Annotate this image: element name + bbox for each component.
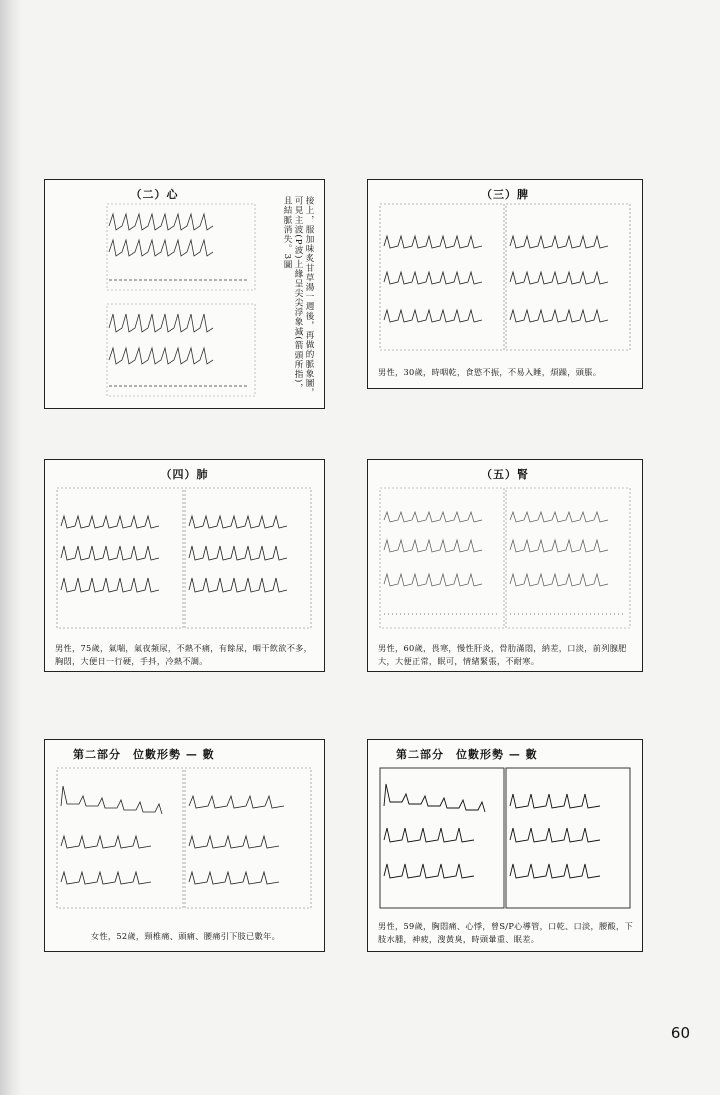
panel-title: 第二部分 位數形勢 — 數 [73,748,215,761]
panel-caption: 男性，30歲，時咽乾，食慾不振，不易入睡，煩躁，頭脹。 [378,367,602,377]
page-gutter-shadow [0,0,22,1095]
panel-side-note: 接上，服加味炙甘草湯一週後，再做的脈象圖，可見主波(P波)上緣呈尖尖浮象減(箭頭所指)，且結脈消失。3圖 [282,196,314,398]
trace-line [510,236,608,248]
panel-caption: 男性，60歲，畏寒，慢性肝炎，骨肋滿悶，納差，口淡，前列腺肥大，大便正常，眠可，情緒緊張，不耐寒。 [378,643,627,666]
trace-line [510,540,608,552]
panel-caption: 男性，59歲，胸悶痛、心悸，曾S/P心導管，口乾、口淡，腰酸，下肢水腫，神疲，溲黃臭，時頭暈重、眠差。 [378,921,633,944]
pulse-trace-chart [380,204,632,352]
trace-line [189,796,284,808]
panel-title: （二）心 [130,188,179,201]
trace-line [384,784,485,812]
trace-line [109,348,213,364]
trace-line [384,828,474,842]
trace-line [384,540,482,552]
trace-line [189,836,279,848]
figure-panel-heart [44,179,325,409]
panel-title: （三）脾 [481,188,529,201]
panel-title: 第二部分 位數形勢 — 數 [396,748,538,761]
figure-panel-kidney [367,459,643,672]
trace-line [510,828,600,842]
trace-line [189,516,287,528]
trace-line [61,516,159,528]
trace-line [510,310,608,322]
trace-line [109,240,213,256]
trace-line [61,836,151,848]
figure-panel-spleen [367,179,643,389]
trace-line [510,512,608,522]
trace-line [61,872,151,884]
trace-line [109,214,213,230]
trace-line [510,864,600,878]
trace-line [384,272,482,284]
trace-line [61,578,159,592]
trace-line [510,794,600,808]
panel-caption: 男性，75歲，氣喘，氣夜頻尿，不熱不痛，有餘尿，咽干飲欲不多，胸悶，大便日一行硬，手抖，冷熱不調。 [55,643,313,666]
trace-line [510,574,608,586]
figure-panel-number-male [367,739,643,952]
trace-line [384,864,474,878]
trace-line [384,310,482,322]
panel-caption: 女性，52歲，頸椎痛、頭痛、腰痛引下肢已數年。 [90,931,281,941]
pulse-trace-chart [57,768,313,910]
trace-line [384,574,482,586]
pulse-trace-chart [380,488,632,630]
pulse-trace-chart [380,768,632,910]
panel-title: （四）肺 [160,468,209,481]
figure-panel-lung [44,459,325,672]
trace-line [384,236,482,248]
trace-line [61,786,162,814]
trace-line [510,272,608,284]
trace-line [189,872,279,884]
trace-line [189,578,287,592]
panel-title: （五）腎 [481,468,529,481]
page-number: 60 [670,1024,690,1042]
pulse-trace-chart [57,488,313,630]
trace-line [384,512,482,522]
trace-line [189,546,287,560]
pulse-trace-chart [107,204,257,404]
figure-panel-number-female [44,739,325,952]
trace-line [61,546,159,560]
trace-line [109,314,213,332]
